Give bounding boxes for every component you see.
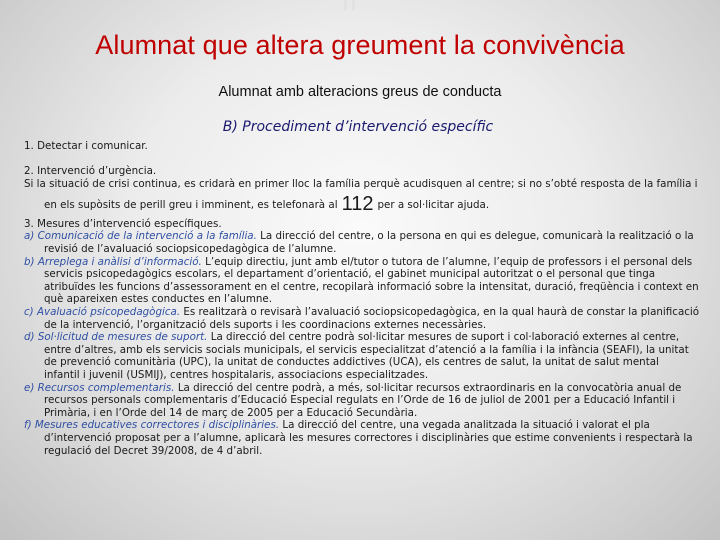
- measure-f-cont: regulació del Decret 39/2008, de 4 d’abril.: [44, 444, 263, 457]
- measure-b-label: b) Arreplega i anàlisi d’informació.: [24, 255, 202, 268]
- measure-d-text: La direcció del centre podrà sol·licitar mesures de suport i col·laboració externes al centre,: [207, 331, 680, 344]
- step-1-heading: 1. Detectar i comunicar.: [24, 140, 148, 152]
- step-2-line: Si la situació de crisi continua, es cridarà en primer lloc la família perquè acudisquen al centre; si no s’obté resposta de la família i: [24, 177, 698, 190]
- emergency-number: 112: [341, 193, 374, 216]
- measure-b-cont: servicis psicopedagògics escolars, el departament d’orientació, el gabinet municipal autoritzat o el personal que tinga: [44, 268, 656, 281]
- measure-a-cont: revisió de l’avaluació sociopsicopedagògica de l’alumne.: [44, 243, 337, 256]
- measure-b-text: L’equip directiu, junt amb el/tutor o tutora de l’alumne, l’equip de professors i el personal dels: [201, 255, 693, 268]
- measure-e: [24, 382, 714, 395]
- measure-f-label: f) Mesures educatives correctores i disciplinàries.: [24, 419, 280, 432]
- step-2-line-post: per a sol·licitar ajuda.: [377, 199, 490, 212]
- measure-c-cont: de la intervenció, l’organització dels suports i les coordinacions externes necessàries.: [44, 318, 487, 331]
- decorative-bar: [344, 0, 347, 10]
- measure-b: [24, 256, 714, 269]
- measure-e-text: La direcció del centre podrà, a més, sol·licitar recursos extraordinaris en la convocatòria anual de: [174, 381, 682, 394]
- section-heading-text: B) Procediment d’intervenció específic: [222, 119, 494, 135]
- content-body: [24, 140, 714, 457]
- measure-b-cont: atribuïdes les funcions d’assessorament en el centre, recopilarà informació sobre la intensitat, duració, freqüència i context en: [44, 280, 699, 293]
- measure-c: [24, 306, 714, 319]
- measure-c-label: c) Avaluació psicopedagògica.: [24, 306, 181, 319]
- measure-e-cont: recursos personals complementaris d’Educació Especial regulats en l’Orde de 16 de juliol de 2001 per a Educació Infantil i: [44, 394, 676, 407]
- measure-e-label: e) Recursos complementaris.: [24, 381, 175, 394]
- measure-a-text: La direcció del centre, o la persona en qui es delegue, comunicarà la realització o la: [256, 230, 694, 243]
- slide-title: Alumnat que altera greument la convivència: [95, 30, 625, 60]
- step-2-emergency-line: [24, 193, 714, 216]
- step-2-heading: 2. Intervenció d’urgència.: [24, 165, 157, 178]
- section-heading: [0, 119, 720, 135]
- measure-f-text: La direcció del centre, una vegada analitzada la situació i valorat el pla: [279, 419, 650, 432]
- measure-d-cont: entre d’altres, amb els servicis socials municipals, el servicis especialitzat d’atenció a la família i la infància (SEAFI), la unitat: [44, 343, 689, 356]
- slide-subtitle: Alumnat amb alteracions greus de conducta: [218, 84, 502, 100]
- measure-e-cont: Primària, i en l’Orde del 14 de març de 2005 per a Educació Secundària.: [44, 406, 418, 419]
- measure-d: [24, 331, 714, 344]
- measure-d-cont: de prevenció comunitària (UPC), la unitat de conductes addictives (UCA), els centres de salut, la unitat de salut mental: [44, 356, 659, 369]
- measure-f-cont: d’intervenció proposat per a l’alumne, aplicarà les mesures correctores i disciplinàries que estime convenients i respectarà la: [44, 431, 693, 444]
- measure-f: [24, 419, 714, 432]
- measure-c-text: Es realitzarà o revisarà l’avaluació sociopsicopedagògica, en la qual haurà de constar la planificació: [180, 306, 700, 319]
- step-3-heading: 3. Mesures d’intervenció específiques.: [24, 217, 222, 230]
- measure-d-label: d) Sol·licitud de mesures de suport.: [24, 331, 208, 344]
- step-2-line-pre: en els supòsits de perill greu i imminent, es telefonarà al: [44, 199, 338, 212]
- measure-d-cont: infantil i juvenil (USMIJ), centres hospitalaris, associacions especialitzades.: [44, 369, 429, 381]
- decorative-bar: [352, 0, 355, 10]
- measure-a: [24, 230, 714, 243]
- measure-b-cont: què apareixen estes conductes en l’alumne.: [44, 293, 272, 306]
- measure-a-label: a) Comunicació de la intervenció a la família.: [24, 230, 257, 243]
